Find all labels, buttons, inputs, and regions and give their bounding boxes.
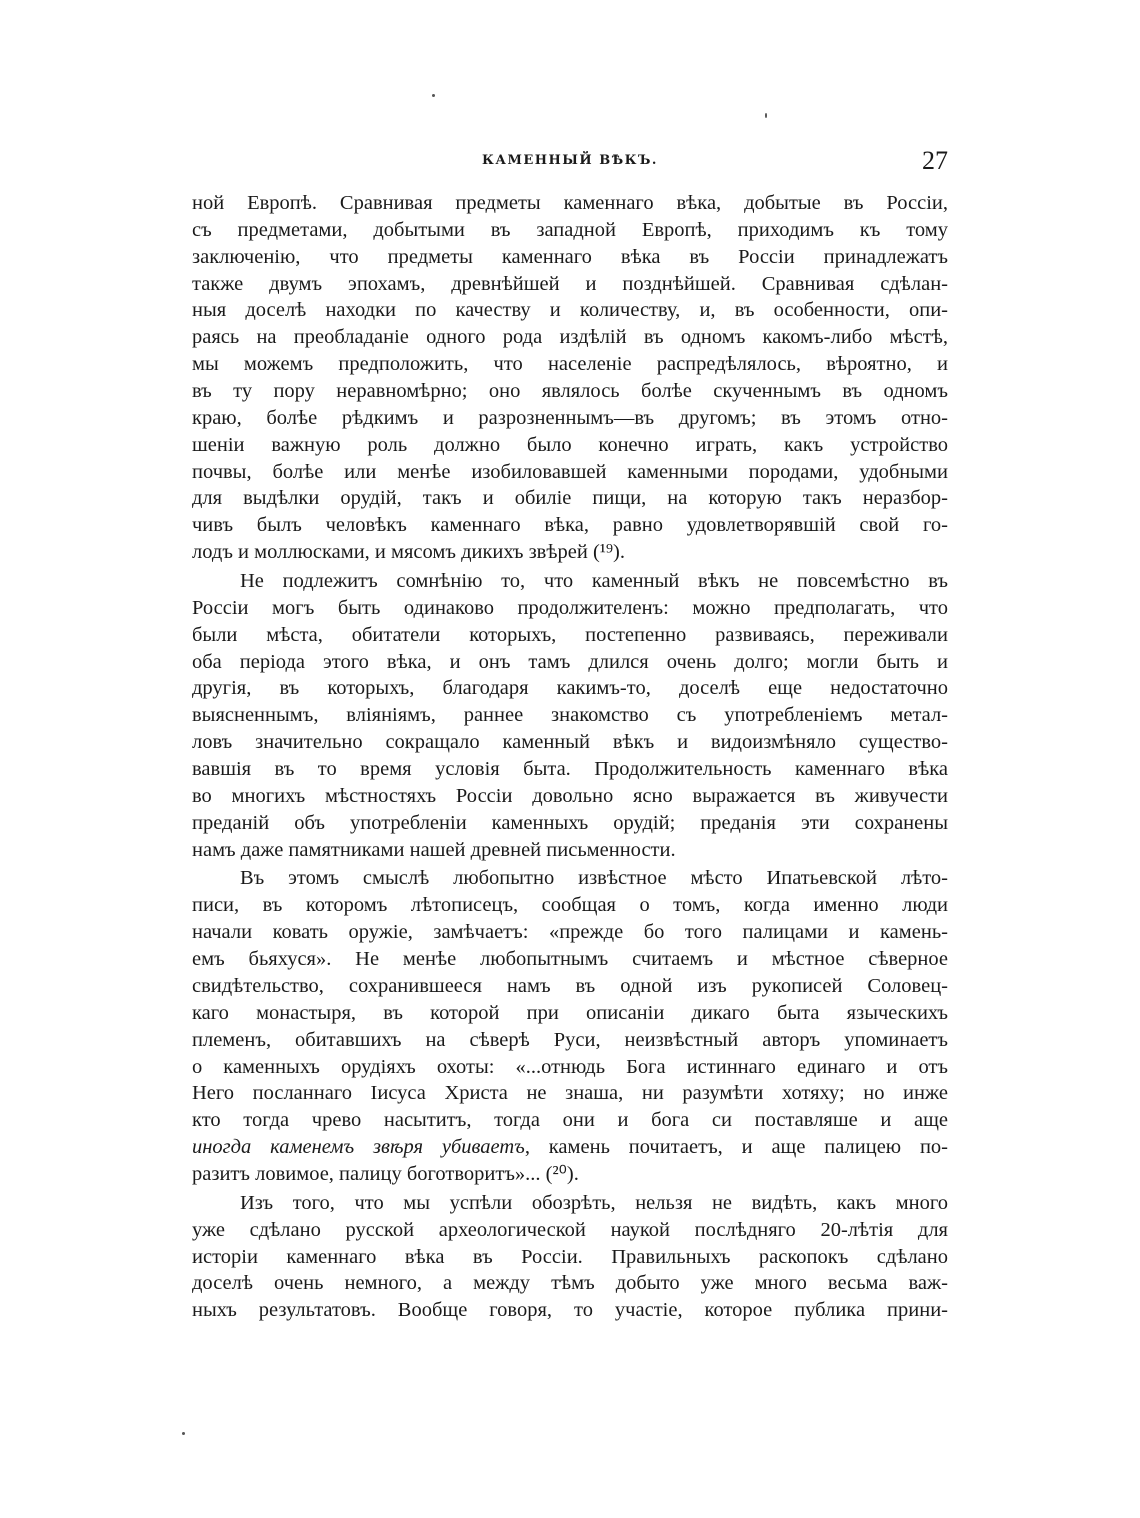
text-line: кто тогда чрево насытитъ, тогда они и бога си поставляше и аще bbox=[192, 1109, 948, 1132]
text-line: были мѣста, обитатели которыхъ, постепенно развиваясь, переживали bbox=[192, 623, 948, 646]
text-line: каго монастыря, въ которой при описаніи дикаго быта языческихъ bbox=[192, 1001, 948, 1024]
text-line: чивъ былъ человѣкъ каменнаго вѣка, равно удовлетворявшій свой го- bbox=[192, 514, 948, 537]
text-line-with-italic bbox=[192, 1134, 948, 1161]
scan-speck bbox=[432, 94, 435, 97]
page-number: 27 bbox=[922, 146, 948, 175]
text-line: ной Европѣ. Сравнивая предметы каменнаго вѣка, добытые въ Россіи, bbox=[192, 192, 948, 214]
paragraph-first-line: Изъ того, что мы успѣли обозрѣть, нельзя не видѣть, какъ много bbox=[240, 1191, 948, 1214]
text-line: во многихъ мѣстностяхъ Россіи довольно ясно выражается въ живучести bbox=[192, 784, 948, 807]
text-line: раясь на преобладаніе одного рода издѣлій въ одномъ какомъ-либо мѣстѣ, bbox=[192, 326, 948, 349]
text-line: Него посланнаго Іисуса Христа не знаша, ни разумѣти хотяху; но инже bbox=[192, 1082, 948, 1105]
running-header bbox=[192, 146, 948, 176]
text-line: съ предметами, добытыми въ западной Европѣ, приходимъ къ тому bbox=[192, 218, 948, 241]
body-text bbox=[192, 190, 948, 1324]
text-line: ныя доселѣ находки по качеству и количеству, и, въ особенности, опи- bbox=[192, 299, 948, 322]
text-line: мы можемъ предположить, что населеніе распредѣлялось, вѣроятно, и bbox=[192, 353, 948, 376]
text-line: начали ковать оружіе, замѣчаетъ: «прежде бо того палицами и камень- bbox=[192, 921, 948, 944]
text-line: ныхъ результатовъ. Вообще говоря, то участіе, которое публика прини- bbox=[192, 1299, 948, 1322]
paragraph-first-line: Въ этомъ смыслѣ любопытно извѣстное мѣсто Ипатьевской лѣто- bbox=[240, 867, 948, 890]
text-line: въ ту пору неравномѣрно; оно являлось болѣе скученнымъ въ одномъ bbox=[192, 380, 948, 403]
text-line: исторіи каменнаго вѣка въ Россіи. Правильныхъ раскопокъ сдѣлано bbox=[192, 1245, 948, 1268]
text-line: писи, въ которомъ лѣтописецъ, сообщая о томъ, когда именно люди bbox=[192, 894, 948, 917]
text-line: лодъ и моллюсками, и мясомъ дикихъ звѣрей (¹⁹). bbox=[192, 541, 626, 564]
text-line: разитъ ловимое, палицу боготворитъ»... (²⁰). bbox=[192, 1162, 579, 1185]
text-line: намъ даже памятниками нашей древней письменности. bbox=[192, 838, 676, 861]
text-line: выясненнымъ, вліяніямъ, раннее знакомство съ употребленіемъ метал- bbox=[192, 704, 948, 727]
text-line: шеніи важную роль должно было конечно играть, какъ устройство bbox=[192, 433, 948, 456]
scan-speck bbox=[182, 1432, 185, 1435]
text-line: также двумъ эпохамъ, древнѣйшей и позднѣйшей. Сравнивая сдѣлан- bbox=[192, 272, 948, 295]
paragraph-first-line: Не подлежитъ сомнѣнію то, что каменный вѣкъ не повсемѣстно въ bbox=[240, 570, 948, 593]
text-line: краю, болѣе рѣдкимъ и разрозненнымъ—въ другомъ; въ этомъ отно- bbox=[192, 406, 948, 429]
text-line: доселѣ очень немного, а между тѣмъ добыто уже много весьма важ- bbox=[192, 1272, 948, 1295]
italic-phrase: иногда каменемъ звѣря убиваетъ bbox=[192, 1136, 525, 1159]
text-line: племенъ, обитавшихъ на сѣверѣ Руси, неизвѣстный авторъ упоминаетъ bbox=[192, 1028, 948, 1051]
text-line: преданій объ употребленіи каменныхъ орудій; преданія эти сохранены bbox=[192, 811, 948, 834]
text-line: другія, въ которыхъ, благодаря какимъ-то, доселѣ еще недостаточно bbox=[192, 677, 948, 700]
text-line: емъ бьяхуся». Не менѣе любопытнымъ считаемъ и мѣстное сѣверное bbox=[192, 948, 948, 971]
text-line: уже сдѣлано русской археологической наукой послѣдняго 20-лѣтія для bbox=[192, 1218, 948, 1241]
text-line-rest: , камень почитаетъ, и аще палицею по- bbox=[524, 1136, 948, 1159]
running-title: КАМЕННЫЙ ВѢКЪ. bbox=[482, 153, 658, 168]
text-line: ловъ значительно сокращало каменный вѣкъ и видоизмѣняло существо- bbox=[192, 731, 948, 754]
text-line: для выдѣлки орудій, такъ и обиліе пищи, на которую такъ неразбор- bbox=[192, 487, 948, 510]
text-line: свидѣтельство, сохранившееся намъ въ одной изъ рукописей Соловец- bbox=[192, 974, 948, 997]
text-line: оба періода этого вѣка, и онъ тамъ длился очень долго; могли быть и bbox=[192, 650, 948, 673]
text-line: заключенію, что предметы каменнаго вѣка въ Россіи принадлежатъ bbox=[192, 245, 948, 268]
text-line: почвы, болѣе или менѣе изобиловавшей каменными породами, удобными bbox=[192, 460, 948, 483]
text-line: Россіи могъ быть одинаково продолжителенъ: можно предполагать, что bbox=[192, 596, 948, 619]
text-line: о каменныхъ орудіяхъ охоты: «...отнюдь Бога истиннаго единаго и отъ bbox=[192, 1055, 948, 1078]
text-line: вавшія въ то время условія быта. Продолжительность каменнаго вѣка bbox=[192, 758, 948, 781]
scan-speck bbox=[765, 113, 767, 118]
